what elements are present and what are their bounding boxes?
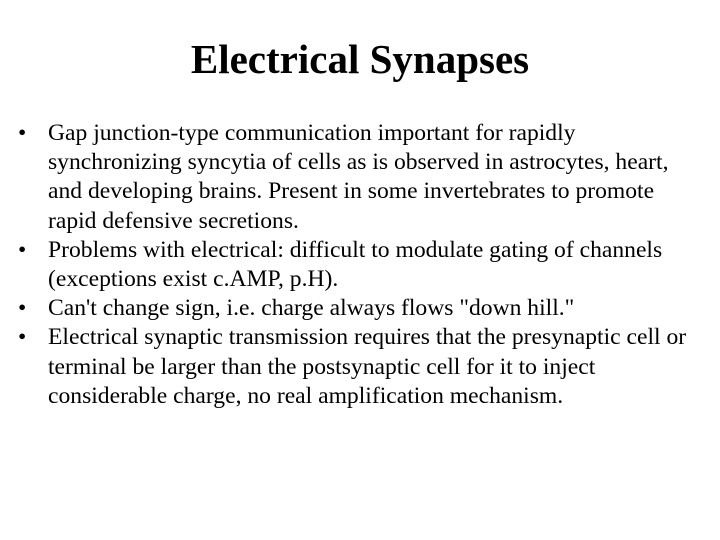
bullet-list <box>18 119 708 411</box>
bullet-text: Gap junction-type communication important for rapidly synchronizing syncytia of cells as is observed in astrocytes, heart, and developing brains. Present in some invertebrates to promote rapid defensive secretions. <box>48 120 669 234</box>
bullet-text: Problems with electrical: difficult to modulate gating of channels (exceptions exist c.AMP, p.H). <box>48 236 663 293</box>
bullet-text: Can't change sign, i.e. charge always flows "down hill." <box>48 295 575 322</box>
bullet-item-gap-junction <box>18 119 708 236</box>
bullet-marker: • <box>18 324 27 351</box>
bullet-item-sign <box>18 294 708 323</box>
bullet-marker: • <box>18 120 27 146</box>
bullet-item-problems <box>18 236 708 294</box>
bullet-text: Electrical synaptic transmission requires that the presynaptic cell or terminal be larger than the postsynaptic cell for it to inject considerable charge, no real amplification mechanism. <box>48 324 687 409</box>
slide-title: Electrical Synapses <box>190 36 530 82</box>
bullet-item-transmission <box>18 323 708 411</box>
bullet-marker: • <box>18 236 27 263</box>
bullet-marker: • <box>18 295 27 322</box>
